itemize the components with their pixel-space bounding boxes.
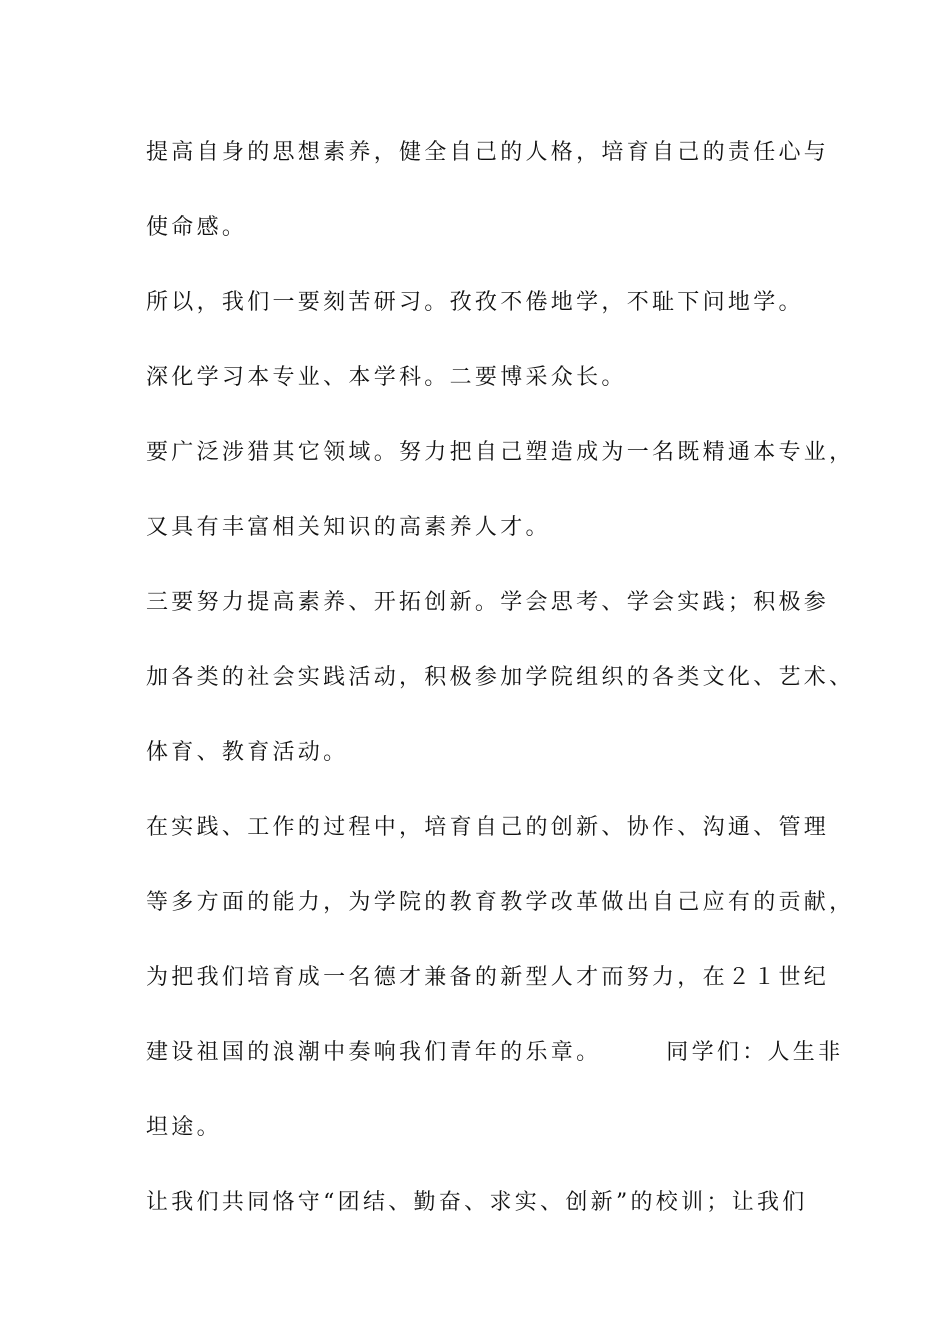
text-line: 要广泛涉猎其它领域。努力把自己塑造成为一名既精通本专业，	[146, 440, 855, 465]
text-line: 体育、教育活动。	[146, 740, 349, 765]
text-line: 加各类的社会实践活动，积极参加学院组织的各类文化、艺术、	[146, 665, 855, 690]
text-line: 又具有丰富相关知识的高素养人才。	[146, 515, 551, 540]
text-line: 建设祖国的浪潮中奏响我们青年的乐章。 同学们：人生非	[146, 1040, 844, 1065]
text-line: 等多方面的能力，为学院的教育教学改革做出自己应有的贡献，	[146, 890, 855, 915]
text-line: 坦途。	[146, 1115, 222, 1140]
text-line: 让我们共同恪守“团结、勤奋、求实、创新”的校训；让我们	[146, 1190, 808, 1215]
text-line: 提高自身的思想素养，健全自己的人格，培育自己的责任心与	[146, 140, 830, 165]
text-line: 在实践、工作的过程中，培育自己的创新、协作、沟通、管理	[146, 815, 830, 840]
text-line: 为把我们培育成一名德才兼备的新型人才而努力，在２１世纪	[146, 965, 830, 990]
text-line: 使命感。	[146, 215, 248, 240]
text-line: 深化学习本专业、本学科。二要博采众长。	[146, 365, 627, 390]
text-line: 三要努力提高素养、开拓创新。学会思考、学会实践；积极参	[146, 590, 830, 615]
text-line: 所以，我们一要刻苦研习。孜孜不倦地学，不耻下问地学。	[146, 290, 804, 315]
